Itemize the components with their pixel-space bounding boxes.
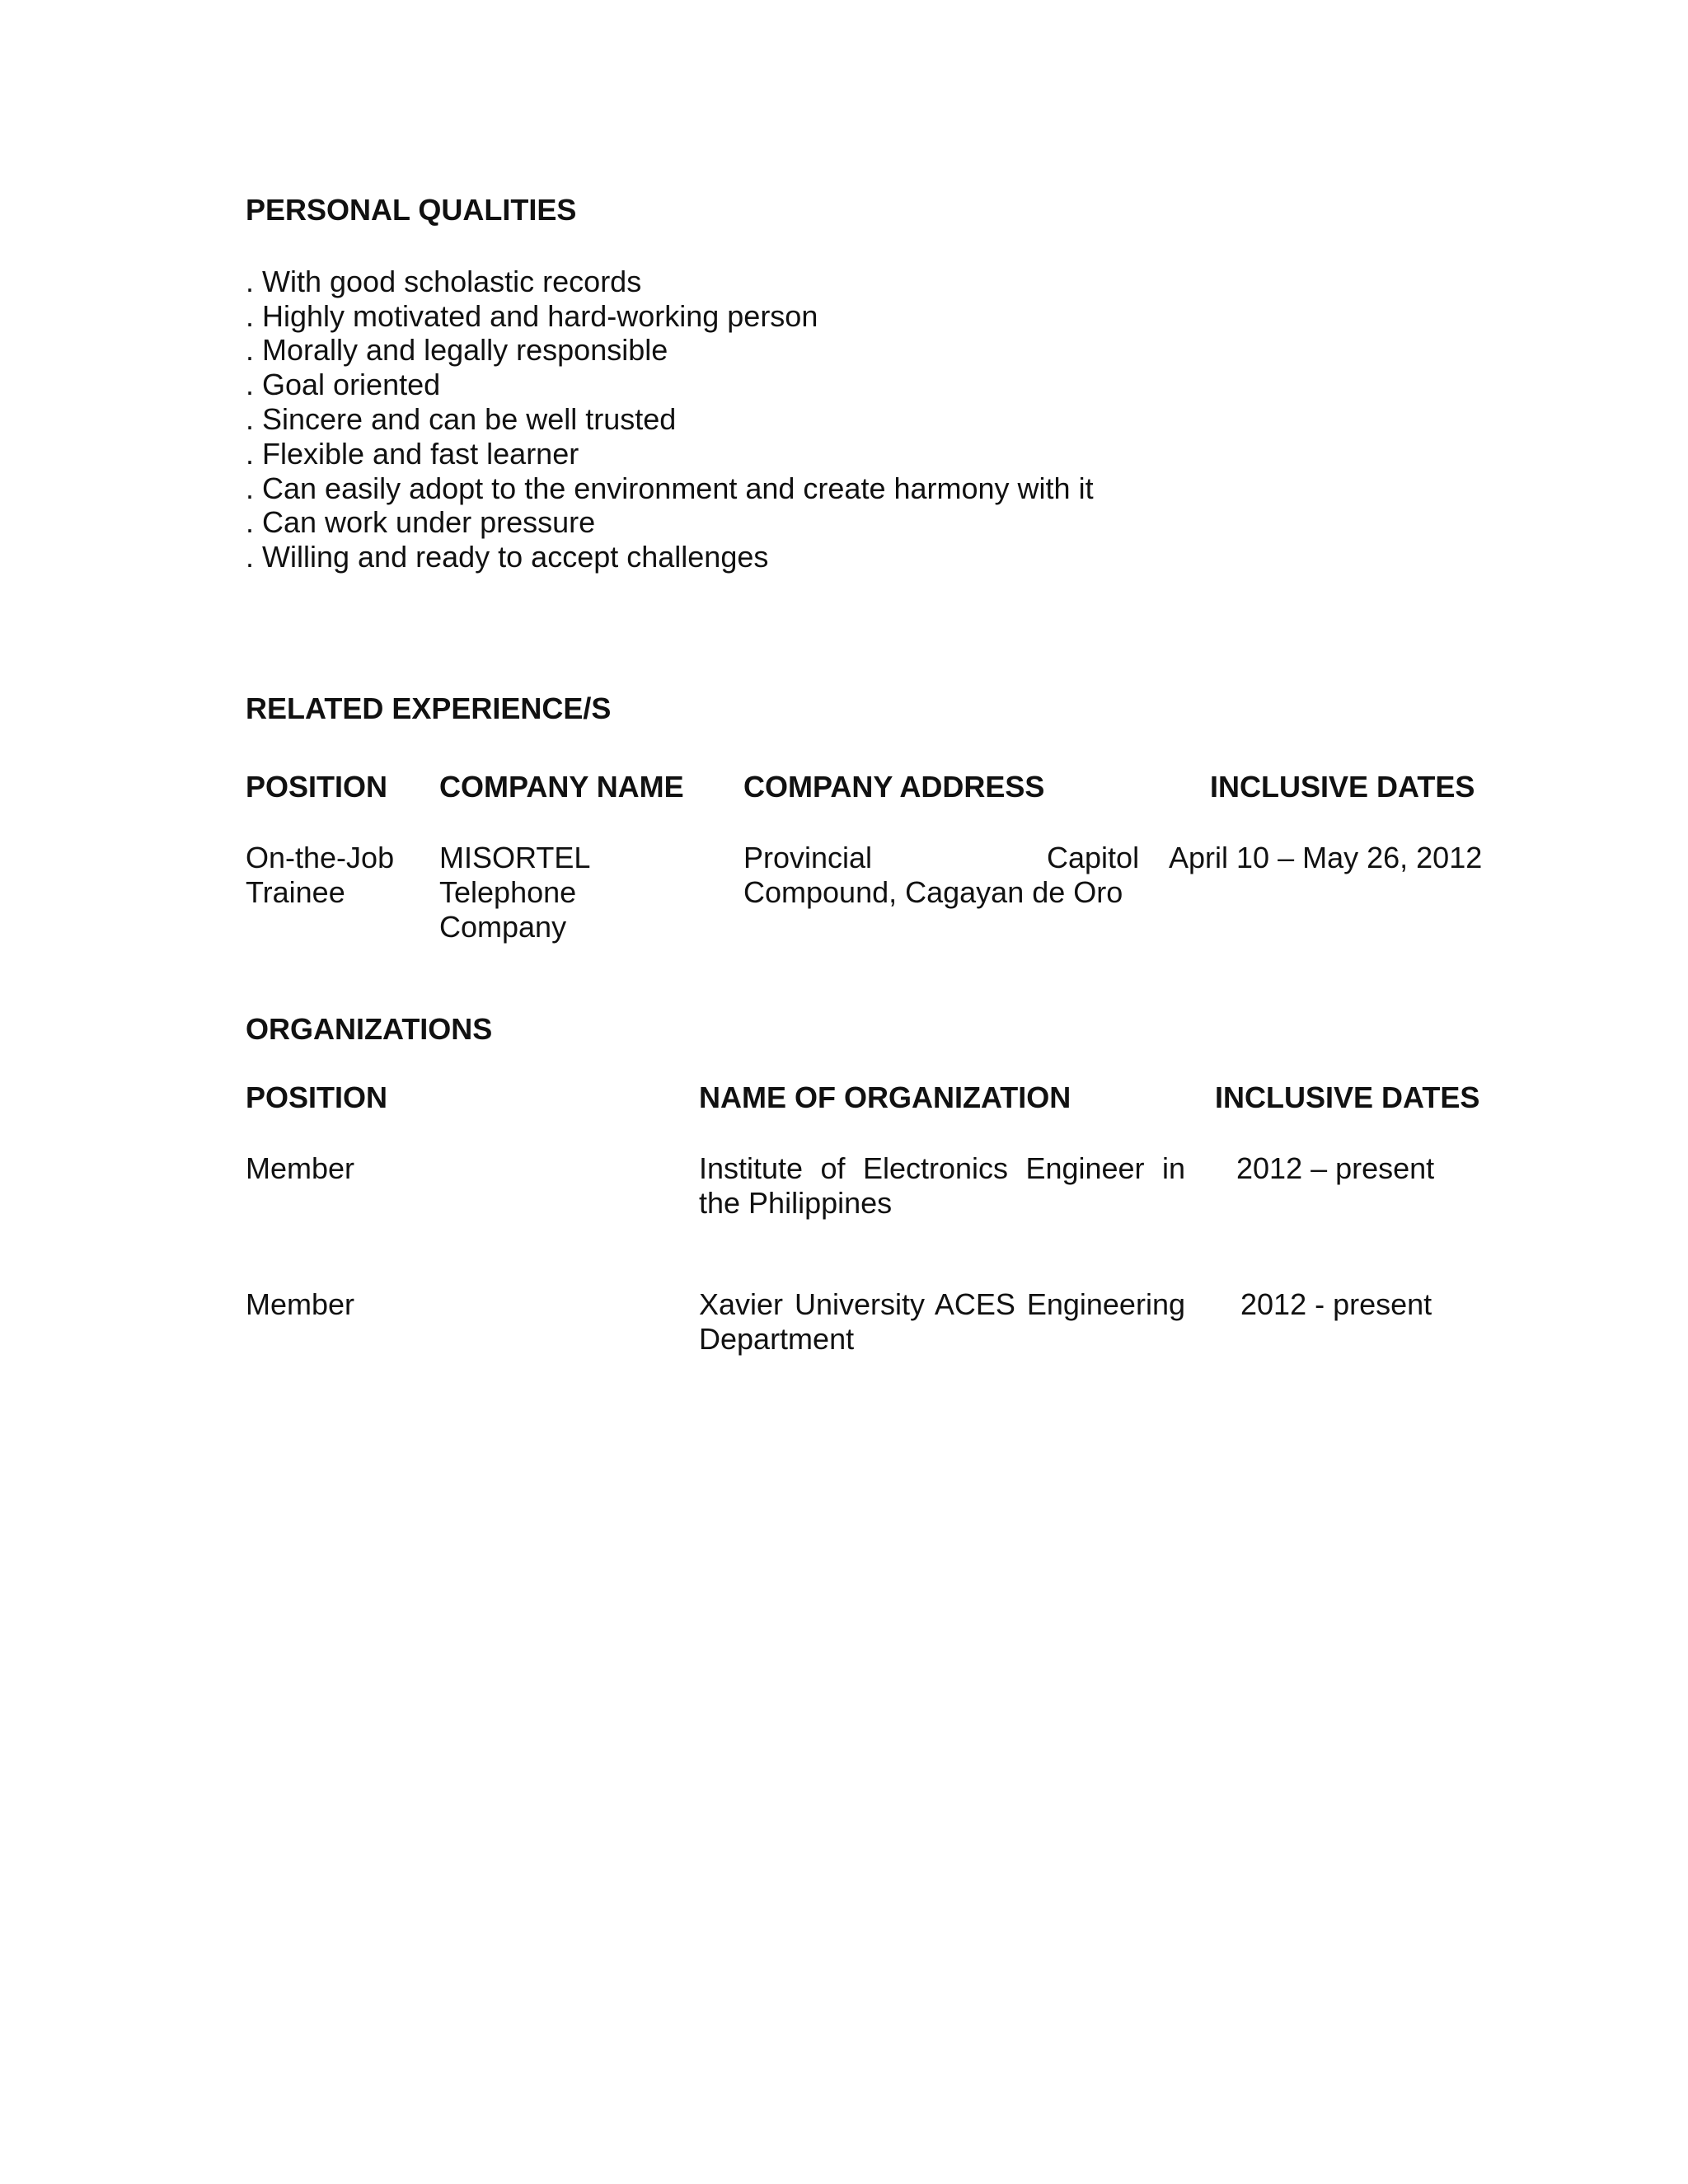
experience-heading: RELATED EXPERIENCE/S — [246, 691, 612, 725]
experience-company-line: MISORTEL — [439, 841, 591, 874]
organization-name-line: Institute of Electronics Engineer in — [699, 1151, 1185, 1185]
experience-position-line: On-the-Job — [246, 841, 395, 874]
organization-name-line: Department — [699, 1322, 855, 1356]
organizations-header-name: NAME OF ORGANIZATION — [699, 1080, 1071, 1114]
experience-address-line: Compound, Cagayan de Oro — [743, 875, 1123, 909]
personal-qualities-heading: PERSONAL QUALITIES — [246, 193, 577, 227]
quality-item: . Can work under pressure — [246, 505, 596, 539]
organizations-header-inclusive-dates: INCLUSIVE DATES — [1215, 1080, 1480, 1114]
organization-name-line: Xavier University ACES Engineering — [699, 1287, 1185, 1321]
organization-position: Member — [246, 1287, 355, 1321]
quality-item: . Flexible and fast learner — [246, 437, 579, 471]
organizations-heading: ORGANIZATIONS — [246, 1012, 493, 1046]
organization-dates: 2012 – present — [1236, 1151, 1435, 1185]
experience-address-word: Provincial — [743, 841, 873, 874]
organization-dates: 2012 - present — [1240, 1287, 1432, 1321]
quality-item: . Willing and ready to accept challenges — [246, 540, 769, 574]
quality-item: . Highly motivated and hard-working person — [246, 299, 818, 333]
organization-name-line: the Philippines — [699, 1186, 893, 1220]
experience-header-company-address: COMPANY ADDRESS — [743, 770, 1045, 804]
quality-item: . With good scholastic records — [246, 265, 642, 298]
organizations-header-position: POSITION — [246, 1080, 388, 1114]
experience-header-inclusive-dates: INCLUSIVE DATES — [1210, 770, 1475, 804]
experience-company-line: Telephone — [439, 875, 577, 909]
quality-item: . Morally and legally responsible — [246, 333, 668, 367]
experience-position-line: Trainee — [246, 875, 345, 909]
quality-item: . Can easily adopt to the environment and create harmony with it — [246, 471, 1094, 505]
experience-address-word: Capitol — [1047, 841, 1140, 874]
quality-item: . Sincere and can be well trusted — [246, 402, 677, 436]
organization-position: Member — [246, 1151, 355, 1185]
quality-item: . Goal oriented — [246, 368, 441, 401]
experience-header-company-name: COMPANY NAME — [439, 770, 684, 804]
experience-header-position: POSITION — [246, 770, 388, 804]
experience-company-line: Company — [439, 910, 567, 944]
experience-dates: April 10 – May 26, 2012 — [1169, 841, 1483, 874]
